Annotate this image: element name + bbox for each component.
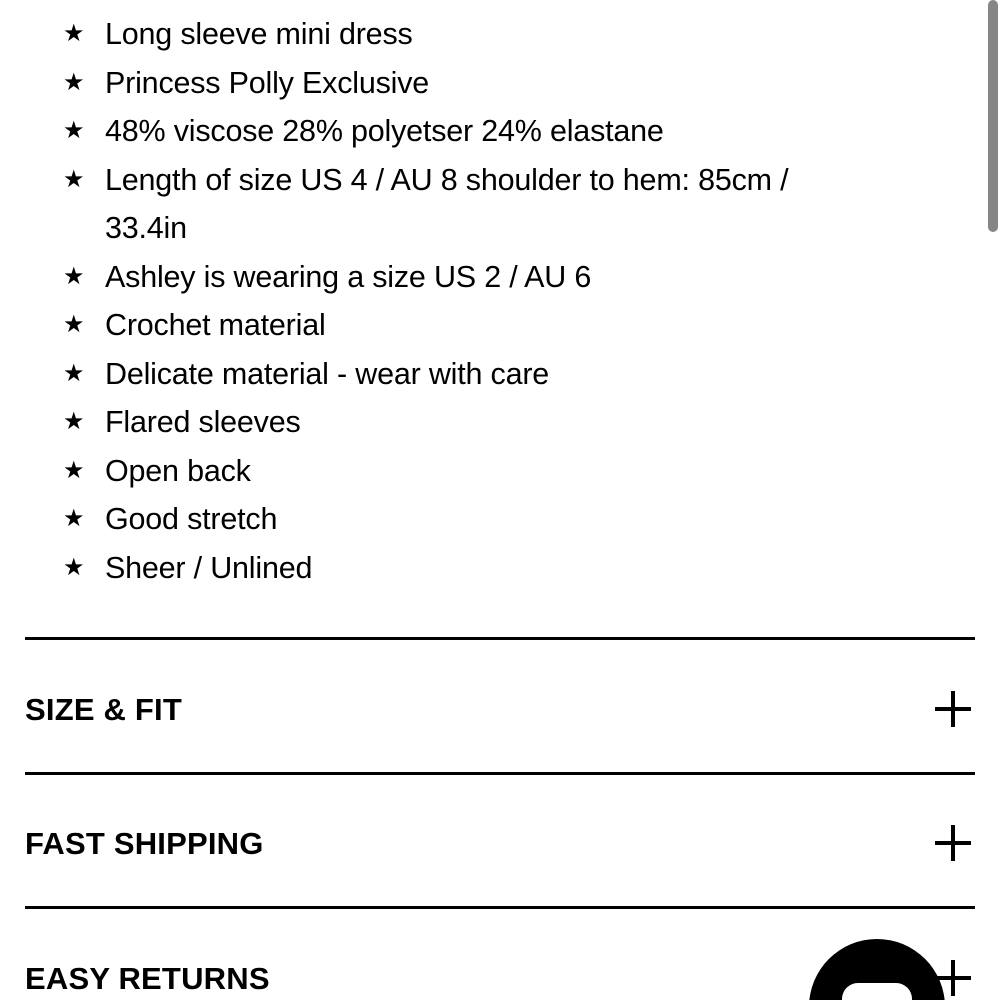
scrollbar-thumb[interactable] bbox=[988, 0, 998, 232]
feature-text: Flared sleeves bbox=[105, 405, 301, 439]
feature-text: Sheer / Unlined bbox=[105, 550, 313, 585]
list-item bbox=[0, 398, 960, 447]
star-bullet-icon: ★ bbox=[63, 311, 85, 338]
plus-icon[interactable] bbox=[935, 825, 971, 861]
feature-text: Delicate material - wear with care bbox=[105, 356, 550, 391]
feature-text: Ashley is wearing a size US 2 / AU 6 bbox=[105, 259, 592, 294]
list-item bbox=[0, 495, 960, 544]
feature-text: 48% viscose 28% polyetser 24% elastane bbox=[105, 114, 664, 148]
accordion-title: SIZE & FIT bbox=[25, 691, 182, 727]
scrollbar-track[interactable] bbox=[985, 0, 1000, 1000]
list-item bbox=[0, 301, 960, 350]
star-bullet-icon: ★ bbox=[63, 20, 85, 47]
star-bullet-icon: ★ bbox=[63, 165, 85, 193]
accordion-fast-shipping[interactable] bbox=[25, 815, 975, 871]
star-bullet-icon: ★ bbox=[63, 359, 85, 387]
accordion-title: EASY RETURNS bbox=[25, 960, 270, 996]
list-item bbox=[0, 350, 960, 399]
divider bbox=[25, 906, 975, 909]
plus-icon[interactable] bbox=[935, 691, 971, 727]
accordion-title: FAST SHIPPING bbox=[25, 825, 264, 861]
star-bullet-icon: ★ bbox=[63, 117, 85, 144]
chat-widget-button[interactable] bbox=[809, 939, 945, 1000]
feature-text: Princess Polly Exclusive bbox=[105, 65, 430, 100]
star-bullet-icon: ★ bbox=[63, 553, 85, 581]
accordion-size-and-fit[interactable] bbox=[25, 681, 975, 737]
feature-text: Crochet material bbox=[105, 308, 326, 342]
chat-bubble-icon bbox=[842, 983, 912, 1000]
star-bullet-icon: ★ bbox=[63, 505, 85, 532]
feature-text: Long sleeve mini dress bbox=[105, 17, 413, 51]
divider bbox=[25, 772, 975, 775]
divider bbox=[25, 637, 975, 640]
list-item bbox=[0, 544, 960, 593]
star-bullet-icon: ★ bbox=[63, 408, 85, 435]
star-bullet-icon: ★ bbox=[63, 456, 85, 484]
feature-text: Open back bbox=[105, 453, 251, 488]
list-item bbox=[0, 156, 960, 253]
list-item bbox=[0, 10, 960, 59]
star-bullet-icon: ★ bbox=[63, 68, 85, 96]
star-bullet-icon: ★ bbox=[63, 262, 85, 290]
feature-text: Length of size US 4 / AU 8 shoulder to hem: 85cm / 33.4in bbox=[105, 162, 789, 245]
list-item bbox=[0, 253, 960, 302]
feature-text: Good stretch bbox=[105, 502, 278, 536]
list-item bbox=[0, 107, 960, 156]
list-item bbox=[0, 447, 960, 496]
list-item bbox=[0, 59, 960, 108]
